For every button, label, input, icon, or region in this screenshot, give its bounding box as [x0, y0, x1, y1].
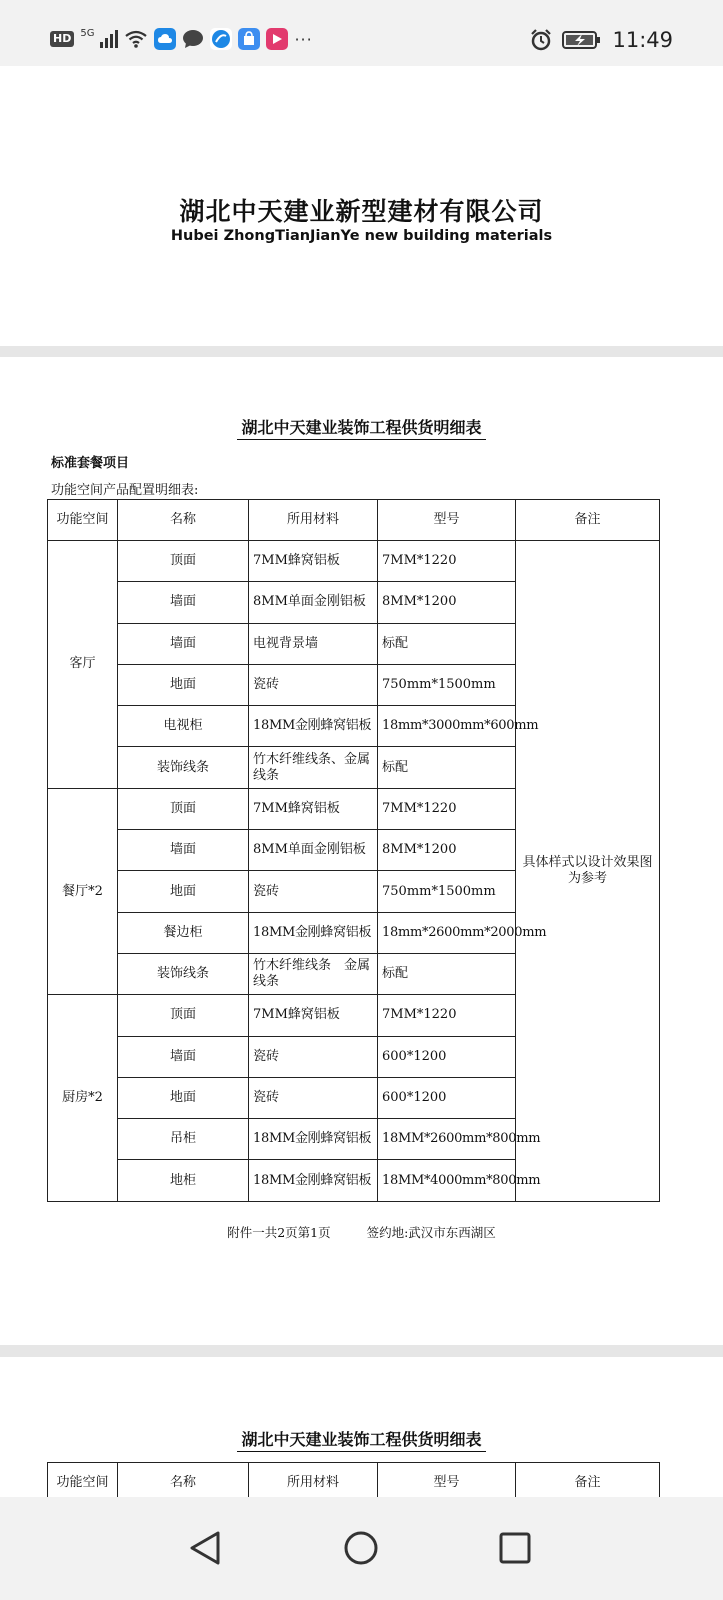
- space-cell: 客厅: [48, 541, 118, 789]
- product-config-table: [47, 499, 660, 1202]
- name-cell: 地柜: [118, 1160, 249, 1201]
- document-page-2[interactable]: [0, 357, 723, 1345]
- company-name-en: Hubei ZhongTianJianYe new building materials: [170, 228, 553, 244]
- material-cell: 18MM金刚蜂窝铝板: [249, 1119, 378, 1160]
- table-row: [48, 541, 660, 582]
- model-cell: 600*1200: [378, 1077, 516, 1118]
- material-cell: 瓷砖: [249, 1036, 378, 1077]
- model-cell: 7MM*1220: [378, 995, 516, 1036]
- header-cell: 所用材料: [249, 500, 378, 541]
- name-cell: 地面: [118, 664, 249, 705]
- material-cell: 竹木纤维线条 金属线条: [249, 953, 378, 994]
- model-cell: 18mm*2600mm*2000mm: [378, 912, 516, 953]
- model-cell: 标配: [378, 953, 516, 994]
- material-cell: 18MM金刚蜂窝铝板: [249, 1160, 378, 1201]
- header-cell: 名称: [118, 1463, 249, 1504]
- shopping-app-icon: [238, 28, 260, 50]
- cloud-app-icon: [154, 28, 176, 50]
- name-cell: 装饰线条: [118, 747, 249, 788]
- material-cell: 7MM蜂窝铝板: [249, 788, 378, 829]
- header-cell: 型号: [378, 500, 516, 541]
- header-cell: 功能空间: [48, 500, 118, 541]
- document-page-1[interactable]: [0, 66, 723, 346]
- page-footer: [0, 1223, 723, 1241]
- model-cell: 18MM*2600mm*800mm: [378, 1119, 516, 1160]
- document-title-text: 湖北中天建业装饰工程供货明细表: [237, 1430, 485, 1452]
- model-cell: 750mm*1500mm: [378, 871, 516, 912]
- model-cell: 7MM*1220: [378, 788, 516, 829]
- video-app-icon: [266, 28, 288, 50]
- name-cell: 顶面: [118, 995, 249, 1036]
- material-cell: 瓷砖: [249, 1077, 378, 1118]
- material-cell: 瓷砖: [249, 871, 378, 912]
- status-left-icons: [50, 28, 313, 50]
- hd-badge: HD: [50, 31, 74, 47]
- sign-place-text: 签约地:武汉市东西湖区: [366, 1225, 496, 1240]
- document-title: [0, 415, 723, 438]
- material-cell: 竹木纤维线条、金属线条: [249, 747, 378, 788]
- model-cell: 750mm*1500mm: [378, 664, 516, 705]
- recents-square-icon: [498, 1531, 532, 1565]
- model-cell: 标配: [378, 623, 516, 664]
- model-cell: 标配: [378, 747, 516, 788]
- material-cell: 18MM金刚蜂窝铝板: [249, 706, 378, 747]
- header-cell: 型号: [378, 1463, 516, 1504]
- material-cell: 7MM蜂窝铝板: [249, 995, 378, 1036]
- document-page-3[interactable]: [0, 1357, 723, 1497]
- material-cell: 18MM金刚蜂窝铝板: [249, 912, 378, 953]
- header-cell: 所用材料: [249, 1463, 378, 1504]
- name-cell: 餐边柜: [118, 912, 249, 953]
- recents-button[interactable]: [490, 1523, 540, 1573]
- table-header-row: [48, 500, 660, 541]
- name-cell: 墙面: [118, 1036, 249, 1077]
- more-notifications: ···: [294, 29, 313, 49]
- name-cell: 墙面: [118, 582, 249, 623]
- material-cell: 8MM单面金刚铝板: [249, 582, 378, 623]
- material-cell: 8MM单面金刚铝板: [249, 830, 378, 871]
- name-cell: 装饰线条: [118, 953, 249, 994]
- name-cell: 顶面: [118, 788, 249, 829]
- header-cell: 名称: [118, 500, 249, 541]
- table-subtitle: 功能空间产品配置明细表:: [51, 483, 199, 498]
- battery-charging-icon: [562, 30, 602, 50]
- remark-cell: 具体样式以设计效果图为参考: [516, 541, 660, 1202]
- model-cell: 8MM*1200: [378, 830, 516, 871]
- name-cell: 地面: [118, 1077, 249, 1118]
- company-name-cn: 湖北中天建业新型建材有限公司: [179, 197, 544, 226]
- alarm-icon: [530, 29, 552, 51]
- name-cell: 地面: [118, 871, 249, 912]
- message-icon: [182, 29, 204, 49]
- name-cell: 电视柜: [118, 706, 249, 747]
- network-type: 5G: [80, 27, 95, 39]
- header-cell: 备注: [516, 500, 660, 541]
- header-cell: 功能空间: [48, 1463, 118, 1504]
- browser-app-icon: [210, 28, 232, 50]
- space-cell: 厨房*2: [48, 995, 118, 1201]
- document-title: [0, 1427, 723, 1450]
- back-triangle-icon: [188, 1530, 222, 1566]
- page-count-text: 附件一共2页第1页: [227, 1225, 331, 1240]
- name-cell: 墙面: [118, 830, 249, 871]
- status-bar: [0, 0, 723, 66]
- model-cell: 18mm*3000mm*600mm: [378, 706, 516, 747]
- home-circle-icon: [343, 1530, 379, 1566]
- material-cell: 电视背景墙: [249, 623, 378, 664]
- document-title-text: 湖北中天建业装饰工程供货明细表: [237, 418, 485, 440]
- status-right-icons: [530, 28, 673, 52]
- back-button[interactable]: [180, 1523, 230, 1573]
- model-cell: 18MM*4000mm*800mm: [378, 1160, 516, 1201]
- space-cell: 餐厅*2: [48, 788, 118, 994]
- section-heading: 标准套餐项目: [51, 456, 130, 471]
- navigation-bar: [0, 1497, 723, 1600]
- material-cell: 7MM蜂窝铝板: [249, 541, 378, 582]
- name-cell: 墙面: [118, 623, 249, 664]
- name-cell: 吊柜: [118, 1119, 249, 1160]
- clock: 11:49: [612, 28, 673, 52]
- model-cell: 8MM*1200: [378, 582, 516, 623]
- model-cell: 7MM*1220: [378, 541, 516, 582]
- home-button[interactable]: [336, 1523, 386, 1573]
- header-cell: 备注: [516, 1463, 660, 1504]
- wifi-icon: [124, 30, 148, 48]
- name-cell: 顶面: [118, 541, 249, 582]
- signal-icon: [100, 30, 118, 48]
- material-cell: 瓷砖: [249, 664, 378, 705]
- model-cell: 600*1200: [378, 1036, 516, 1077]
